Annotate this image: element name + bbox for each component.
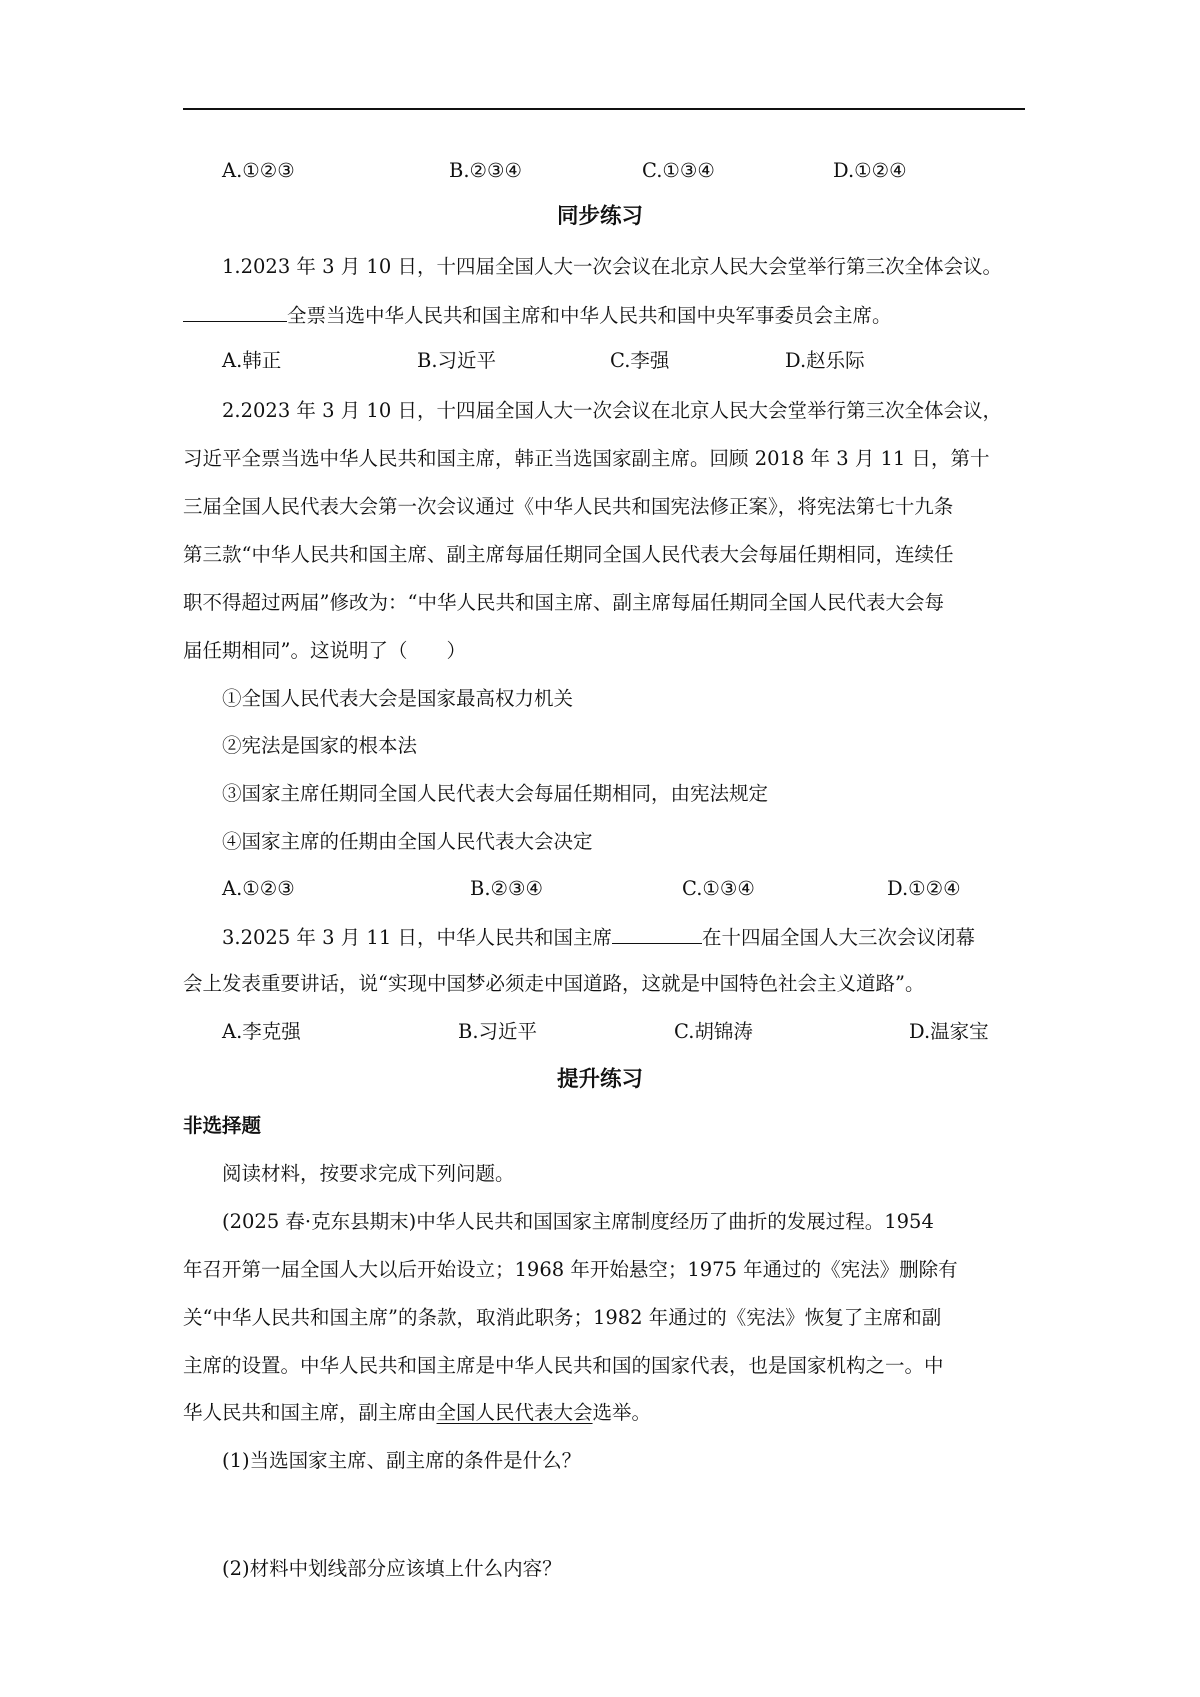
q2-option-d: D.①②④ bbox=[887, 877, 961, 900]
q1-line2-text: 全票当选中华人民共和国主席和中华人民共和国中央军事委员会主席。 bbox=[287, 304, 892, 327]
q1-line1: 1.2023 年 3 月 10 日，十四届全国人大一次会议在北京人民大会堂举行第三次全体会议。 bbox=[222, 255, 1002, 278]
sub-question-2: (2)材料中划线部分应该填上什么内容？ bbox=[222, 1557, 562, 1580]
q2-line2: 习近平全票当选中华人民共和国主席，韩正当选国家副主席。回顾 2018 年 3 月 11 日，第十 bbox=[183, 447, 990, 470]
q1-option-c: C.李强 bbox=[610, 349, 670, 372]
q3-option-c: C.胡锦涛 bbox=[674, 1020, 753, 1043]
q1-option-a: A.韩正 bbox=[222, 349, 282, 372]
q2-option-b: B.②③④ bbox=[470, 877, 543, 900]
q3-line1-text-after: 在十四届全国人大三次会议闭幕 bbox=[701, 926, 975, 949]
material-line3: 关“中华人民共和国主席”的条款，取消此职务；1982 年通过的《宪法》恢复了主席和副 bbox=[183, 1306, 942, 1329]
q2-option-a: A.①②③ bbox=[222, 877, 295, 900]
underlined-term: 全国人民代表大会 bbox=[436, 1401, 593, 1424]
improve-practice-heading: 提升练习 bbox=[556, 1067, 643, 1092]
header-rule bbox=[183, 108, 1025, 110]
q2-option-c: C.①③④ bbox=[682, 877, 755, 900]
q2-statement-1: ①全国人民代表大会是国家最高权力机关 bbox=[222, 687, 574, 710]
q3-option-a: A.李克强 bbox=[222, 1020, 301, 1043]
material-line5 bbox=[183, 1400, 651, 1426]
q2-line6: 届任期相同”。这说明了（ ） bbox=[183, 639, 466, 662]
instruction: 阅读材料，按要求完成下列问题。 bbox=[222, 1162, 515, 1185]
material-line2: 年召开第一届全国人大以后开始设立；1968 年开始悬空；1975 年通过的《宪法》删除有 bbox=[183, 1258, 958, 1281]
q1-option-d: D.赵乐际 bbox=[785, 349, 865, 372]
sub-question-1: (1)当选国家主席、副主席的条件是什么？ bbox=[222, 1449, 582, 1472]
q2-line4: 第三款“中华人民共和国主席、副主席每届任期同全国人民代表大会每届任期相同，连续任 bbox=[183, 543, 954, 566]
prev-option-c: C.①③④ bbox=[642, 159, 715, 182]
q3-line1 bbox=[222, 923, 975, 951]
material-line4: 主席的设置。中华人民共和国主席是中华人民共和国的国家代表，也是国家机构之一。中 bbox=[183, 1354, 944, 1377]
prev-option-b: B.②③④ bbox=[449, 159, 522, 182]
q3-line2: 会上发表重要讲话，说“实现中国梦必须走中国道路，这就是中国特色社会主义道路”。 bbox=[183, 972, 925, 995]
q2-statement-2: ②宪法是国家的根本法 bbox=[222, 734, 418, 757]
prev-option-d: D.①②④ bbox=[833, 159, 907, 182]
prev-option-a: A.①②③ bbox=[222, 159, 295, 182]
q2-line5: 职不得超过两届”修改为：“中华人民共和国主席、副主席每届任期同全国人民代表大会每 bbox=[183, 591, 944, 614]
sync-practice-heading: 同步练习 bbox=[556, 204, 643, 229]
q2-line1: 2.2023 年 3 月 10 日，十四届全国人大一次会议在北京人民大会堂举行第三次全体会议， bbox=[222, 399, 1002, 422]
material-line5-before: 华人民共和国主席，副主席由 bbox=[183, 1401, 437, 1424]
q1-option-b: B.习近平 bbox=[417, 349, 497, 372]
q1-answer-blank bbox=[183, 301, 287, 322]
q3-line1-text-before: 3.2025 年 3 月 11 日，中华人民共和国主席 bbox=[222, 926, 612, 949]
q2-line3: 三届全国人民代表大会第一次会议通过《中华人民共和国宪法修正案》，将宪法第七十九条 bbox=[183, 495, 954, 518]
q3-option-b: B.习近平 bbox=[458, 1020, 538, 1043]
q1-line2 bbox=[183, 301, 892, 329]
material-line1: (2025 春·克东县期末)中华人民共和国国家主席制度经历了曲折的发展过程。1954 bbox=[222, 1210, 934, 1233]
q2-statement-3: ③国家主席任期同全国人民代表大会每届任期相同，由宪法规定 bbox=[222, 782, 769, 805]
q2-statement-4: ④国家主席的任期由全国人民代表大会决定 bbox=[222, 830, 593, 853]
section-label: 非选择题 bbox=[183, 1114, 262, 1137]
material-line5-after: 选举。 bbox=[592, 1401, 652, 1424]
q3-option-d: D.温家宝 bbox=[909, 1020, 989, 1043]
q3-answer-blank bbox=[612, 923, 702, 944]
